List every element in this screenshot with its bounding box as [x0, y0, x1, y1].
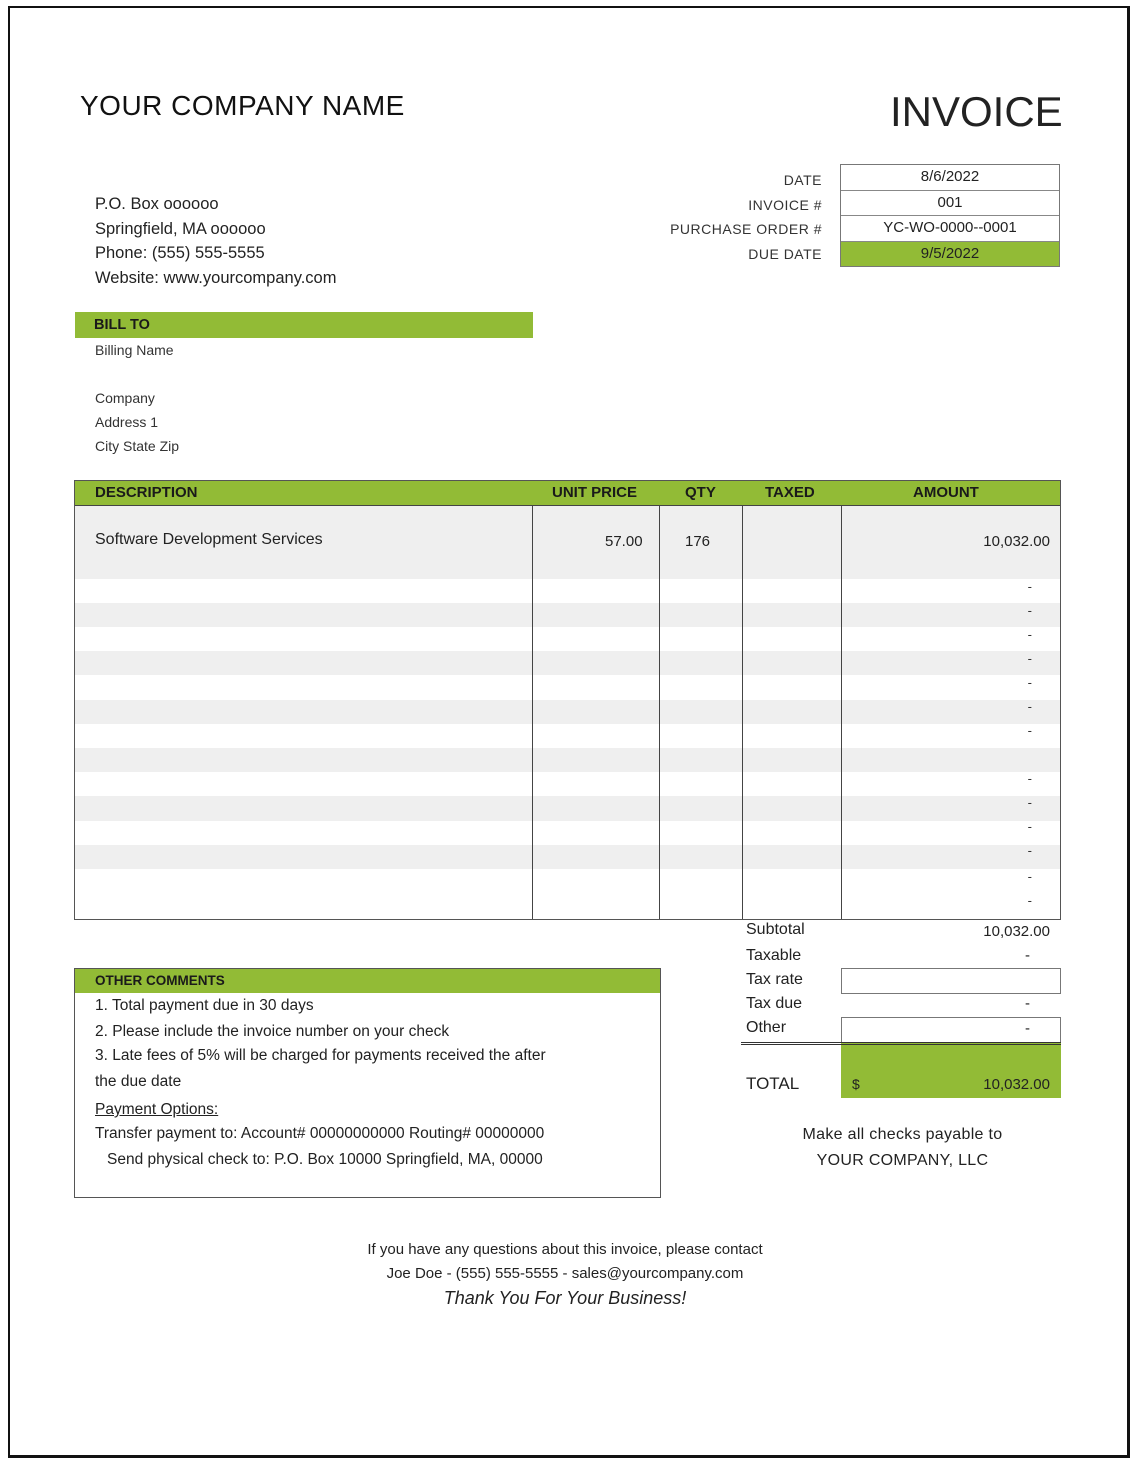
footer-contact-line-1: If you have any questions about this invoice, please contact — [367, 1241, 763, 1258]
column-divider — [841, 505, 842, 919]
table-row[interactable] — [75, 651, 1060, 675]
billing-address[interactable]: Address 1 — [95, 414, 159, 430]
item-qty[interactable]: 176 — [685, 533, 711, 550]
other-label: Other — [746, 1019, 787, 1036]
amount-header: AMOUNT — [913, 484, 979, 501]
comment-line-4: the due date — [95, 1073, 182, 1090]
payment-option-transfer: Transfer payment to: Account# 00000000000 Routing# 00000000 — [95, 1125, 545, 1142]
table-row[interactable] — [75, 796, 1060, 820]
qty-header: QTY — [685, 484, 716, 501]
other-value[interactable]: - — [1025, 1020, 1030, 1037]
table-row[interactable] — [75, 772, 1060, 796]
table-row[interactable] — [75, 675, 1060, 699]
date-label: DATE — [783, 172, 822, 188]
item-description[interactable]: Software Development Services — [95, 531, 323, 548]
table-row[interactable] — [75, 554, 1060, 578]
empty-amount: - — [1027, 723, 1032, 738]
empty-amount: - — [1027, 819, 1032, 834]
company-address-block — [95, 192, 336, 290]
invoice-meta-box — [840, 164, 1060, 267]
payment-option-check: Send physical check to: P.O. Box 10000 Springfield, MA, 00000 — [107, 1151, 543, 1168]
empty-amount: - — [1027, 771, 1032, 786]
invoice-number-value[interactable]: 001 — [841, 191, 1059, 217]
table-row[interactable] — [75, 724, 1060, 748]
total-rule — [741, 1042, 841, 1045]
column-divider — [532, 505, 533, 919]
subtotal-label: Subtotal — [746, 921, 805, 938]
invoice-number-label: INVOICE # — [748, 196, 822, 213]
bill-to-block — [95, 338, 179, 458]
empty-amount: - — [1027, 579, 1032, 594]
due-date-label: DUE DATE — [748, 245, 822, 262]
table-header — [75, 481, 1060, 505]
table-row[interactable] — [75, 700, 1060, 724]
item-amount: 10,032.00 — [983, 533, 1050, 550]
table-row[interactable] — [75, 627, 1060, 651]
table-row[interactable] — [75, 603, 1060, 627]
checks-payable-note — [760, 1122, 1045, 1174]
purchase-order-value[interactable]: YC-WO-0000--0001 — [841, 216, 1059, 242]
comment-line-3: 3. Late fees of 5% will be charged for payments received the after — [95, 1047, 546, 1064]
tax-due-label: Tax due — [746, 995, 803, 1012]
item-unit-price[interactable]: 57.00 — [605, 533, 643, 550]
description-header: DESCRIPTION — [95, 484, 198, 501]
empty-amount: - — [1027, 869, 1032, 884]
company-address-line-1: P.O. Box oooooo — [95, 195, 219, 213]
total-value: 10,032.00 — [983, 1076, 1050, 1093]
bill-to-header: BILL TO — [75, 312, 533, 338]
invoice-title: INVOICE — [890, 88, 1063, 135]
empty-amount: - — [1027, 843, 1032, 858]
billing-name[interactable]: Billing Name — [95, 342, 174, 358]
tax-due-value: - — [1025, 995, 1030, 1012]
payable-line-1: Make all checks payable to — [802, 1126, 1003, 1143]
taxable-value: - — [1025, 947, 1030, 964]
line-items-table — [74, 480, 1061, 920]
payment-options-title: Payment Options: — [95, 1101, 219, 1118]
invoice-meta-labels — [640, 168, 822, 266]
other-comments-header: OTHER COMMENTS — [75, 969, 660, 993]
payable-line-2: YOUR COMPANY, LLC — [816, 1152, 989, 1169]
taxable-label: Taxable — [746, 947, 802, 964]
total-currency: $ — [852, 1076, 860, 1092]
purchase-order-label: PURCHASE ORDER # — [670, 221, 822, 237]
empty-amount: - — [1027, 699, 1032, 714]
thank-you-message: Thank You For Your Business! — [443, 1288, 687, 1308]
billing-company[interactable]: Company — [95, 390, 155, 406]
table-row[interactable] — [75, 845, 1060, 869]
other-comments-box — [74, 968, 661, 1198]
tax-rate-input[interactable] — [841, 968, 1061, 994]
empty-amount: - — [1027, 627, 1032, 642]
company-name: YOUR COMPANY NAME — [80, 90, 405, 121]
footer-contact-line-2: Joe Doe - (555) 555-5555 - sales@yourcompany.com — [386, 1265, 744, 1282]
company-website: Website: www.yourcompany.com — [95, 268, 337, 287]
total-label: TOTAL — [746, 1074, 800, 1093]
comment-line-1: 1. Total payment due in 30 days — [95, 997, 314, 1014]
empty-amount: - — [1027, 893, 1032, 908]
table-row[interactable] — [75, 748, 1060, 772]
company-address-line-2: Springfield, MA oooooo — [95, 219, 266, 238]
table-row[interactable] — [75, 579, 1060, 603]
tax-rate-label: Tax rate — [746, 971, 803, 988]
subtotal-value: 10,032.00 — [983, 923, 1050, 940]
table-row[interactable] — [75, 821, 1060, 845]
comment-line-2: 2. Please include the invoice number on your check — [95, 1023, 450, 1040]
empty-amount: - — [1027, 675, 1032, 690]
column-divider — [742, 505, 743, 919]
empty-amount: - — [1027, 651, 1032, 666]
empty-amount: - — [1027, 603, 1032, 618]
date-value[interactable]: 8/6/2022 — [841, 165, 1059, 191]
due-date-value[interactable]: 9/5/2022 — [841, 242, 1059, 267]
empty-amount: - — [1027, 795, 1032, 810]
company-phone: Phone: (555) 555-5555 — [95, 244, 265, 262]
taxed-header: TAXED — [765, 484, 815, 501]
unit-price-header: UNIT PRICE — [552, 484, 638, 501]
column-divider — [659, 505, 660, 919]
table-row[interactable] — [75, 869, 1060, 893]
footer — [260, 1238, 870, 1310]
billing-city-state-zip[interactable]: City State Zip — [95, 438, 180, 454]
